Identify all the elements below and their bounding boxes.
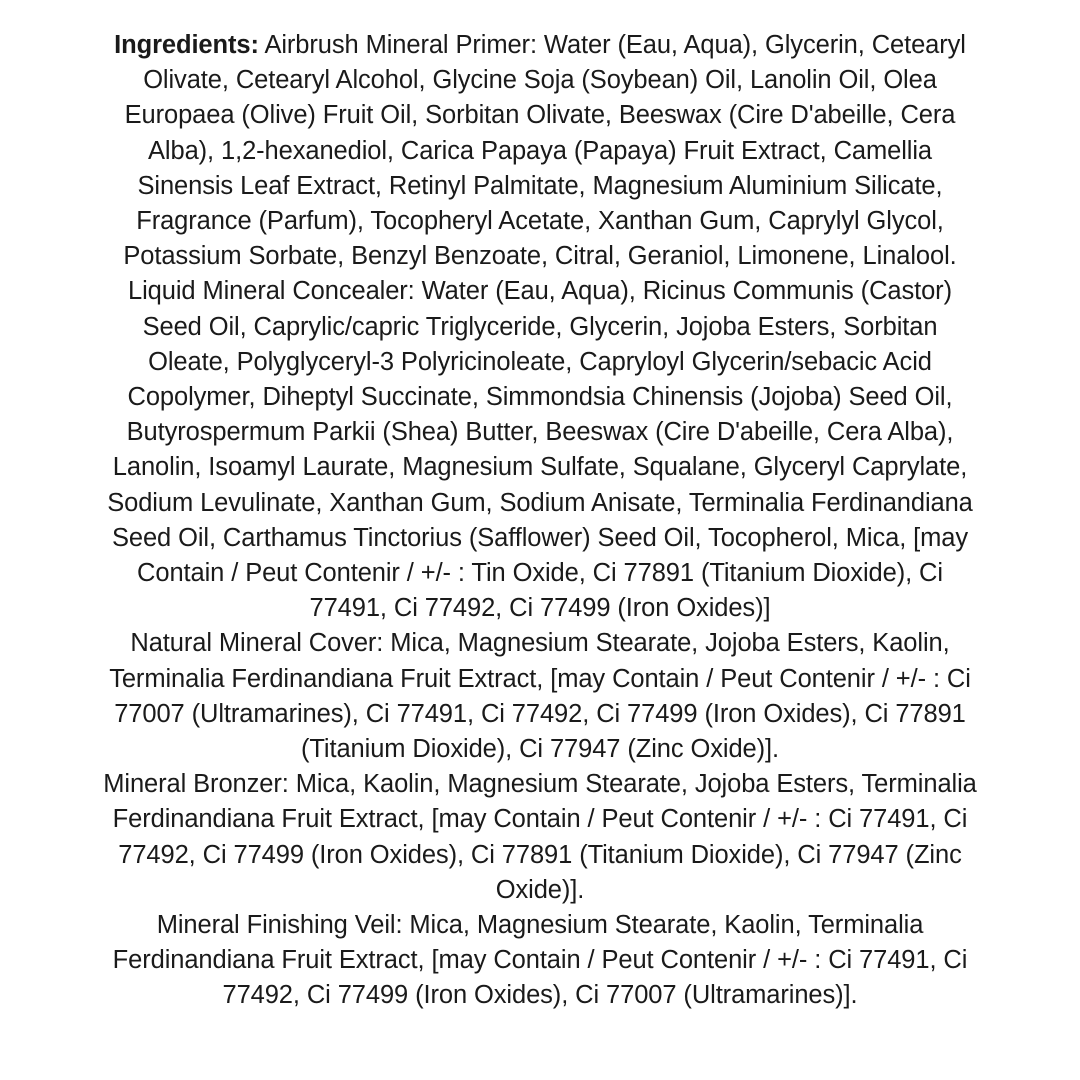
ingredients-list — [100, 28, 980, 1014]
primer-ingredients — [100, 28, 980, 274]
primer-ingredients-text: Airbrush Mineral Primer: Water (Eau, Aqua), Glycerin, Cetearyl Olivate, Cetearyl Alcohol, Glycine Soja (Soybean) Oil, Lanolin Oil, Olea Europaea (Olive) Fruit Oil, Sorbitan Olivate, Beeswax (Cire D'abeille, Cera Alba), 1,2-hexanediol, Carica Papaya (Papaya) Fruit Extract, Camellia Sinensis Leaf Extract, Retinyl Palmitate, Magnesium Aluminium Silicate, Fragrance (Parfum), Tocopheryl Acetate, Xanthan Gum, Caprylyl Glycol, Potassium Sorbate, Benzyl Benzoate, Citral, Geraniol, Limonene, Linalool. — [123, 31, 966, 271]
mineral-cover-ingredients: Natural Mineral Cover: Mica, Magnesium Stearate, Jojoba Esters, Kaolin, Terminalia Ferdinandiana Fruit Extract, [may Contain / Peut Contenir / +/- : Ci 77007 (Ultramarines), Ci 77491, Ci 77492, Ci 77499 (Iron Oxides), Ci 77891 (Titanium Dioxide), Ci 77947 (Zinc Oxide)]. — [109, 629, 971, 764]
concealer-ingredients: Liquid Mineral Concealer: Water (Eau, Aqua), Ricinus Communis (Castor) Seed Oil, Caprylic/capric Triglyceride, Glycerin, Jojoba Esters, Sorbitan Oleate, Polyglyceryl-3 Polyricinoleate, Capryloyl Glycerin/sebacic Acid Copolymer, Diheptyl Succinate, Simmondsia Chinensis (Jojoba) Seed Oil, Butyrospermum Parkii (Shea) Butter, Beeswax (Cire D'abeille, Cera Alba), Lanolin, Isoamyl Laurate, Magnesium Sulfate, Squalane, Glyceryl Caprylate, Sodium Levulinate, Xanthan Gum, Sodium Anisate, Terminalia Ferdinandiana Seed Oil, Carthamus Tinctorius (Safflower) Seed Oil, Tocopherol, Mica, [may Contain / Peut Contenir / +/- : Tin Oxide, Ci 77891 (Titanium Dioxide), Ci 77491, Ci 77492, Ci 77499 (Iron Oxides)] — [107, 277, 973, 623]
ingredients-heading: Ingredients: — [114, 31, 259, 59]
finishing-veil-ingredients: Mineral Finishing Veil: Mica, Magnesium Stearate, Kaolin, Terminalia Ferdinandiana Fruit Extract, [may Contain / Peut Contenir / +/- : Ci 77491, Ci 77492, Ci 77499 (Iron Oxides), Ci 77007 (Ultramarines)]. — [112, 911, 968, 1010]
bronzer-ingredients: Mineral Bronzer: Mica, Kaolin, Magnesium Stearate, Jojoba Esters, Terminalia Ferdinandiana Fruit Extract, [may Contain / Peut Contenir / +/- : Ci 77491, Ci 77492, Ci 77499 (Iron Oxides), Ci 77891 (Titanium Dioxide), Ci 77947 (Zinc Oxide)]. — [103, 770, 977, 904]
